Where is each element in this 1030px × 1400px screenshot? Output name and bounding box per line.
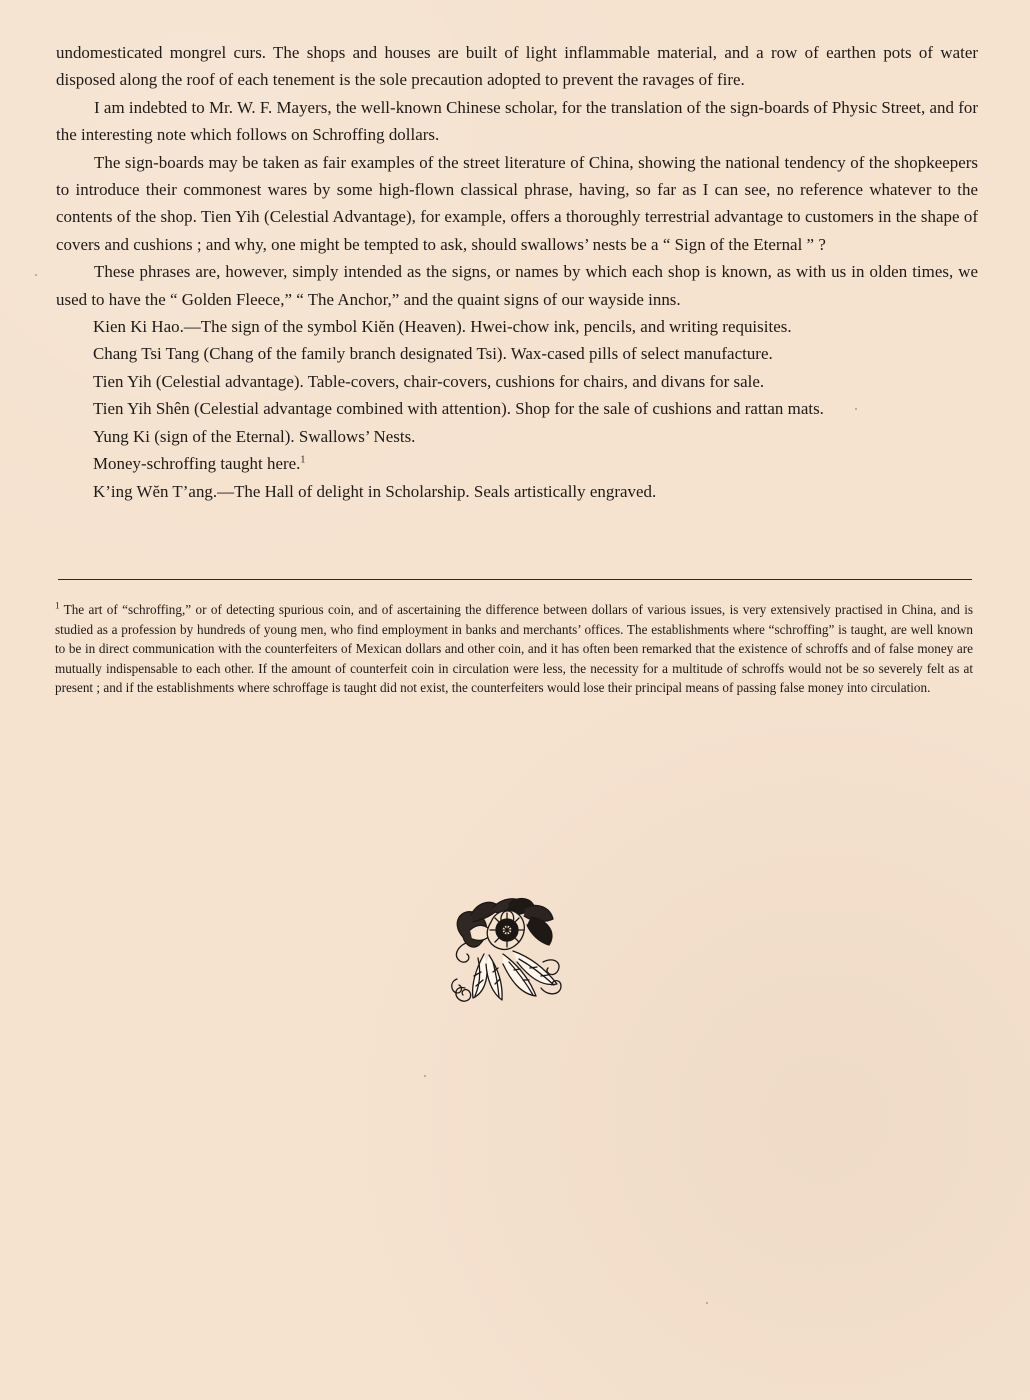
- paragraph-continuation: undomesticated mongrel curs. The shops and houses are built of light inflammable material, and a row of earthen pots of water disposed along the roof of each tenement is the sole precaution adopted to prevent the ravages of fire.: [56, 43, 978, 90]
- signboard-entry: K’ing Wĕn T’ang.—The Hall of delight in Scholarship. Seals artistically engraved.: [93, 481, 657, 501]
- paper-speck: [424, 1075, 426, 1077]
- footnote: [55, 600, 973, 698]
- paper-speck: [35, 274, 37, 276]
- signboard-entry: Kien Ki Hao.—The sign of the symbol Kiĕn (Heaven). Hwei-chow ink, pencils, and writing requisites.: [93, 317, 792, 337]
- paragraph-signboards: The sign-boards may be taken as fair examples of the street literature of China, showing the national tendency of the shopkeepers to introduce their commonest wares by some high-flown classical phrase, having, so far as I can see, no reference whatever to the contents of the shop. Tien Yih (Celestial Advantage), for example, offers a thoroughly terrestrial advantage to customers in the shape of covers and cushions ; and why, one might be tempted to ask, should swallows’ nests be a “ Sign of the Eternal ” ?: [56, 152, 978, 254]
- signboard-entry: Chang Tsi Tang (Chang of the family branch designated Tsi). Wax-cased pills of select manufacture.: [93, 344, 773, 364]
- signboard-entry: Tien Yih (Celestial advantage). Table-covers, chair-covers, cushions for chairs, and divans for sale.: [93, 371, 765, 391]
- passion-flower-ornament-icon: [445, 892, 571, 1011]
- signboard-entry: Tien Yih Shên (Celestial advantage combined with attention). Shop for the sale of cushions and rattan mats.: [93, 399, 824, 419]
- footnote-text: The art of “schroffing,” or of detecting spurious coin, and of ascertaining the difference between dollars of various issues, is very extensively practised in China, and is studied as a profession by hundreds of young men, who find employment in banks and merchants’ offices. The establishments where “schroffing” is taught, are well known to be in direct communication with the counterfeiters of Mexican dollars and other coin, and it has often been remarked that the existence of schroffs and of false money are mutually indispensable to each other. If the amount of counterfeit coin in circulation were less, the necessity for a multitude of schroffs would not be so severely felt as at present ; and if the establishments where schroffage is taught did not exist, the counterfeiters would lose their principal means of passing false money into circulation.: [55, 602, 973, 696]
- paper-speck: [855, 408, 857, 410]
- signboard-list: [56, 313, 978, 505]
- signboard-text: Money-schroffing taught here.: [93, 454, 301, 474]
- signboard-entry: Yung Ki (sign of the Eternal). Swallows’ Nests.: [93, 426, 416, 446]
- paragraph-mayers: I am indebted to Mr. W. F. Mayers, the well-known Chinese scholar, for the translation of the sign-boards of Physic Street, and for the interesting note which follows on Schroffing dollars.: [56, 97, 978, 145]
- paragraph-phrases: These phrases are, however, simply intended as the signs, or names by which each shop is known, as with us in olden times, we used to have the “ Golden Fleece,” “ The Anchor,” and the quaint signs of our wayside inns.: [56, 262, 978, 309]
- footnote-number: 1: [55, 600, 60, 611]
- footnote-divider: [58, 579, 972, 580]
- footnote-reference[interactable]: 1: [300, 454, 306, 466]
- main-text: [56, 39, 978, 505]
- signboard-entry-with-footnote: [93, 450, 978, 477]
- paper-speck: [706, 1302, 708, 1304]
